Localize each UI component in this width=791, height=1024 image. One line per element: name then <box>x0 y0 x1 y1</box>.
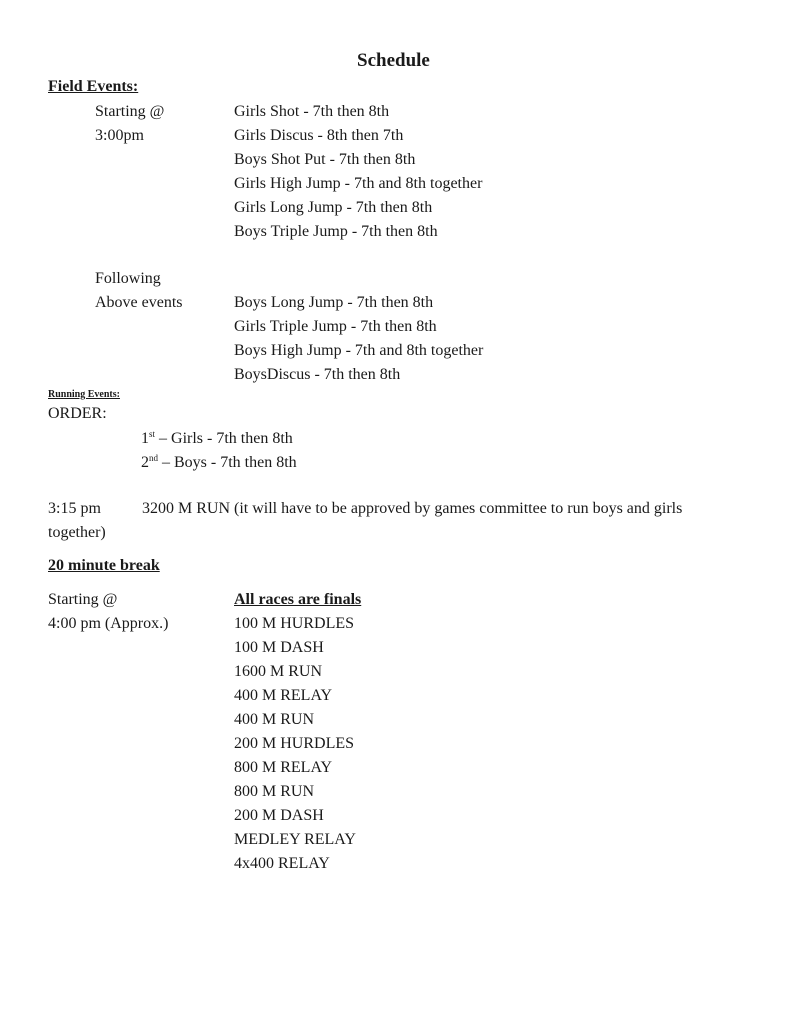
run-3200-text: 3200 M RUN (it will have to be approved by games committee to run boys and girls together) <box>48 500 683 541</box>
finals-heading: All races are finals <box>234 591 362 608</box>
running-events-heading: Running Events: <box>48 389 120 400</box>
race-item: 100 M DASH <box>234 639 324 656</box>
finals-label <box>48 588 168 636</box>
order-list <box>141 427 297 475</box>
event-item: Boys Shot Put - 7th then 8th <box>234 151 416 168</box>
event-item: Girls Shot - 7th then 8th <box>234 103 390 120</box>
event-item: Girls Long Jump - 7th then 8th <box>234 199 433 216</box>
race-item: 4x400 RELAY <box>234 855 330 872</box>
race-item: 100 M HURDLES <box>234 615 355 632</box>
event-item: Boys Triple Jump - 7th then 8th <box>234 223 438 240</box>
finals-races <box>234 588 361 876</box>
run-3200-line <box>48 497 738 545</box>
event-item: Girls Triple Jump - 7th then 8th <box>234 318 437 335</box>
page-title: Schedule <box>357 50 430 71</box>
label-line: Starting @ <box>48 591 118 608</box>
race-item: 400 M RELAY <box>234 687 333 704</box>
race-item: 800 M RUN <box>234 783 315 800</box>
field-group2-events <box>234 291 483 387</box>
order-num: 1 <box>141 430 149 447</box>
label-line: Above events <box>95 294 183 311</box>
label-line: Starting @ <box>95 103 165 120</box>
label-line: Following <box>95 270 161 287</box>
order-item <box>141 427 297 451</box>
event-item: BoysDiscus - 7th then 8th <box>234 366 401 383</box>
race-item: 1600 M RUN <box>234 663 323 680</box>
order-item <box>141 451 297 475</box>
race-item: 200 M HURDLES <box>234 735 355 752</box>
run-3200-time: 3:15 pm <box>48 500 101 517</box>
race-item: MEDLEY RELAY <box>234 831 356 848</box>
field-group1-label <box>95 100 164 148</box>
race-item: 200 M DASH <box>234 807 324 824</box>
race-item: 400 M RUN <box>234 711 315 728</box>
label-line: 3:00pm <box>95 127 144 144</box>
event-item: Boys Long Jump - 7th then 8th <box>234 294 434 311</box>
order-num: 2 <box>141 454 149 471</box>
order-sup: nd <box>149 453 158 463</box>
field-group2-label <box>95 267 183 315</box>
event-item: Girls High Jump - 7th and 8th together <box>234 175 483 192</box>
field-group1-events <box>234 100 482 244</box>
order-sup: st <box>149 429 156 439</box>
order-text: – Boys - 7th then 8th <box>158 454 297 471</box>
order-text: – Girls - 7th then 8th <box>155 430 293 447</box>
event-item: Girls Discus - 8th then 7th <box>234 127 404 144</box>
race-item: 800 M RELAY <box>234 759 333 776</box>
event-item: Boys High Jump - 7th and 8th together <box>234 342 484 359</box>
order-label: ORDER: <box>48 405 107 422</box>
field-events-heading: Field Events: <box>48 78 139 95</box>
label-line: 4:00 pm (Approx.) <box>48 615 169 632</box>
break-heading: 20 minute break <box>48 557 160 574</box>
